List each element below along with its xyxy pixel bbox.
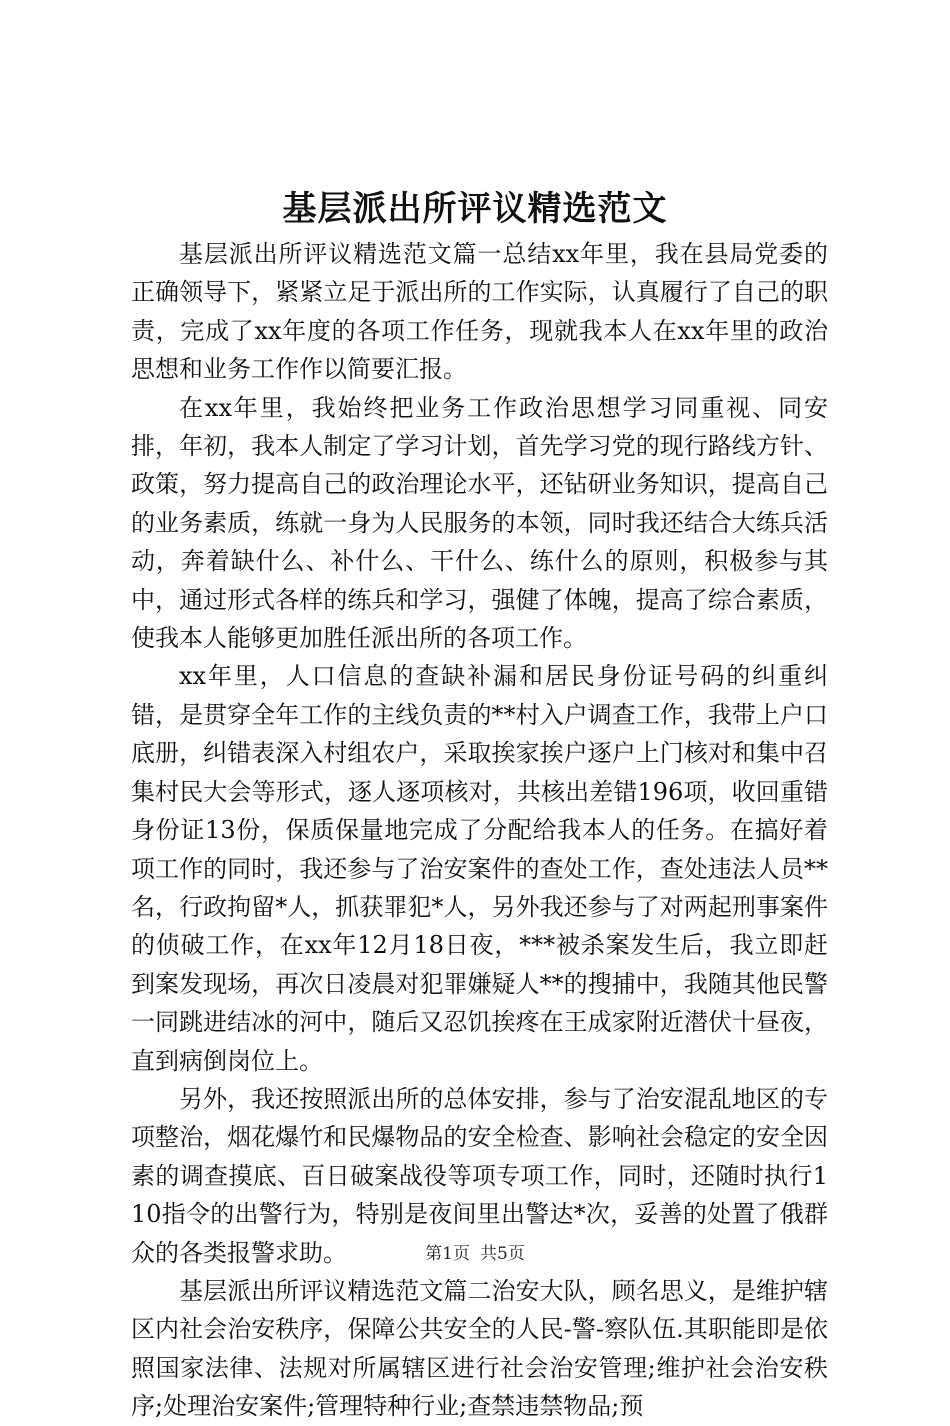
paragraph: 基层派出所评议精选范文篇一总结xx年里，我在县局党委的正确领导下，紧紧立足于派出所的工作实际，认真履行了自己的职责，完成了xx年度的各项工作任务，现就我本人在xx年里的政治思想和业务工作作以简要汇报。 [131,240,828,384]
paragraph: 在xx年里，我始终把业务工作政治思想学习同重视、同安排，年初，我本人制定了学习计划，首先学习党的现行路线方针、政策，努力提高自己的政治理论水平，还钻研业务知识，提高自己的业务素质，练就一身为人民服务的本领，同时我还结合大练兵活动，奔着缺什么、补什么、干什么、练什么的原则，积极参与其中，通过形式各样的练兵和学习，强健了体魄，提高了综合素质，使我本人能够更加胜任派出所的各项工作。 [131,393,828,653]
paragraph: 另外，我还按照派出所的总体安排，参与了治安混乱地区的专项整治，烟花爆竹和民爆物品的安全检查、影响社会稳定的安全因素的调查摸底、百日破案战役等项专项工作，同时，还随时执行110指令的出警行为，特别是夜间里出警达*次，妥善的处置了俄群众的各类报警求助。 [131,1084,828,1267]
page-number-current: 第1页 [425,1244,470,1264]
paragraph: xx年里，人口信息的查缺补漏和居民身份证号码的纠重纠错，是贯穿全年工作的主线负责的**村入户调查工作，我带上户口底册，纠错表深入村组农户，采取挨家挨户逐户上门核对和集中召集村民大会等形式，逐人逐项核对，共核出差错196项，收回重错身份证13份，保质保量地完成了分配给我本人的任务。在搞好着项工作的同时，我还参与了治安案件的查处工作，查处违法人员**名，行政拘留*人，抓获罪犯*人，另外我还参与了对两起刑事案件的侦破工作，在xx年12月18日夜，***被杀案发生后，我立即赶到案发现场，再次日凌晨对犯罪嫌疑人**的搜捕中，我随其他民警一同跳进结冰的河中，随后又忍饥挨疼在王成家附近潜伏十昼夜，直到病倒岗位上。 [131,662,828,1075]
page-footer [0,1242,950,1266]
document-title: 基层派出所评议精选范文 [282,189,668,229]
paragraph: 基层派出所评议精选范文篇二治安大队，顾名思义，是维护辖区内社会治安秩序，保障公共安全的人民-警-察队伍.其职能即是依照国家法律、法规对所属辖区进行社会治安管理;维护社会治安秩序;处理治安案件;管理特种行业;查禁违禁物品;预 [131,1276,828,1421]
page-number-total: 共5页 [480,1244,525,1264]
